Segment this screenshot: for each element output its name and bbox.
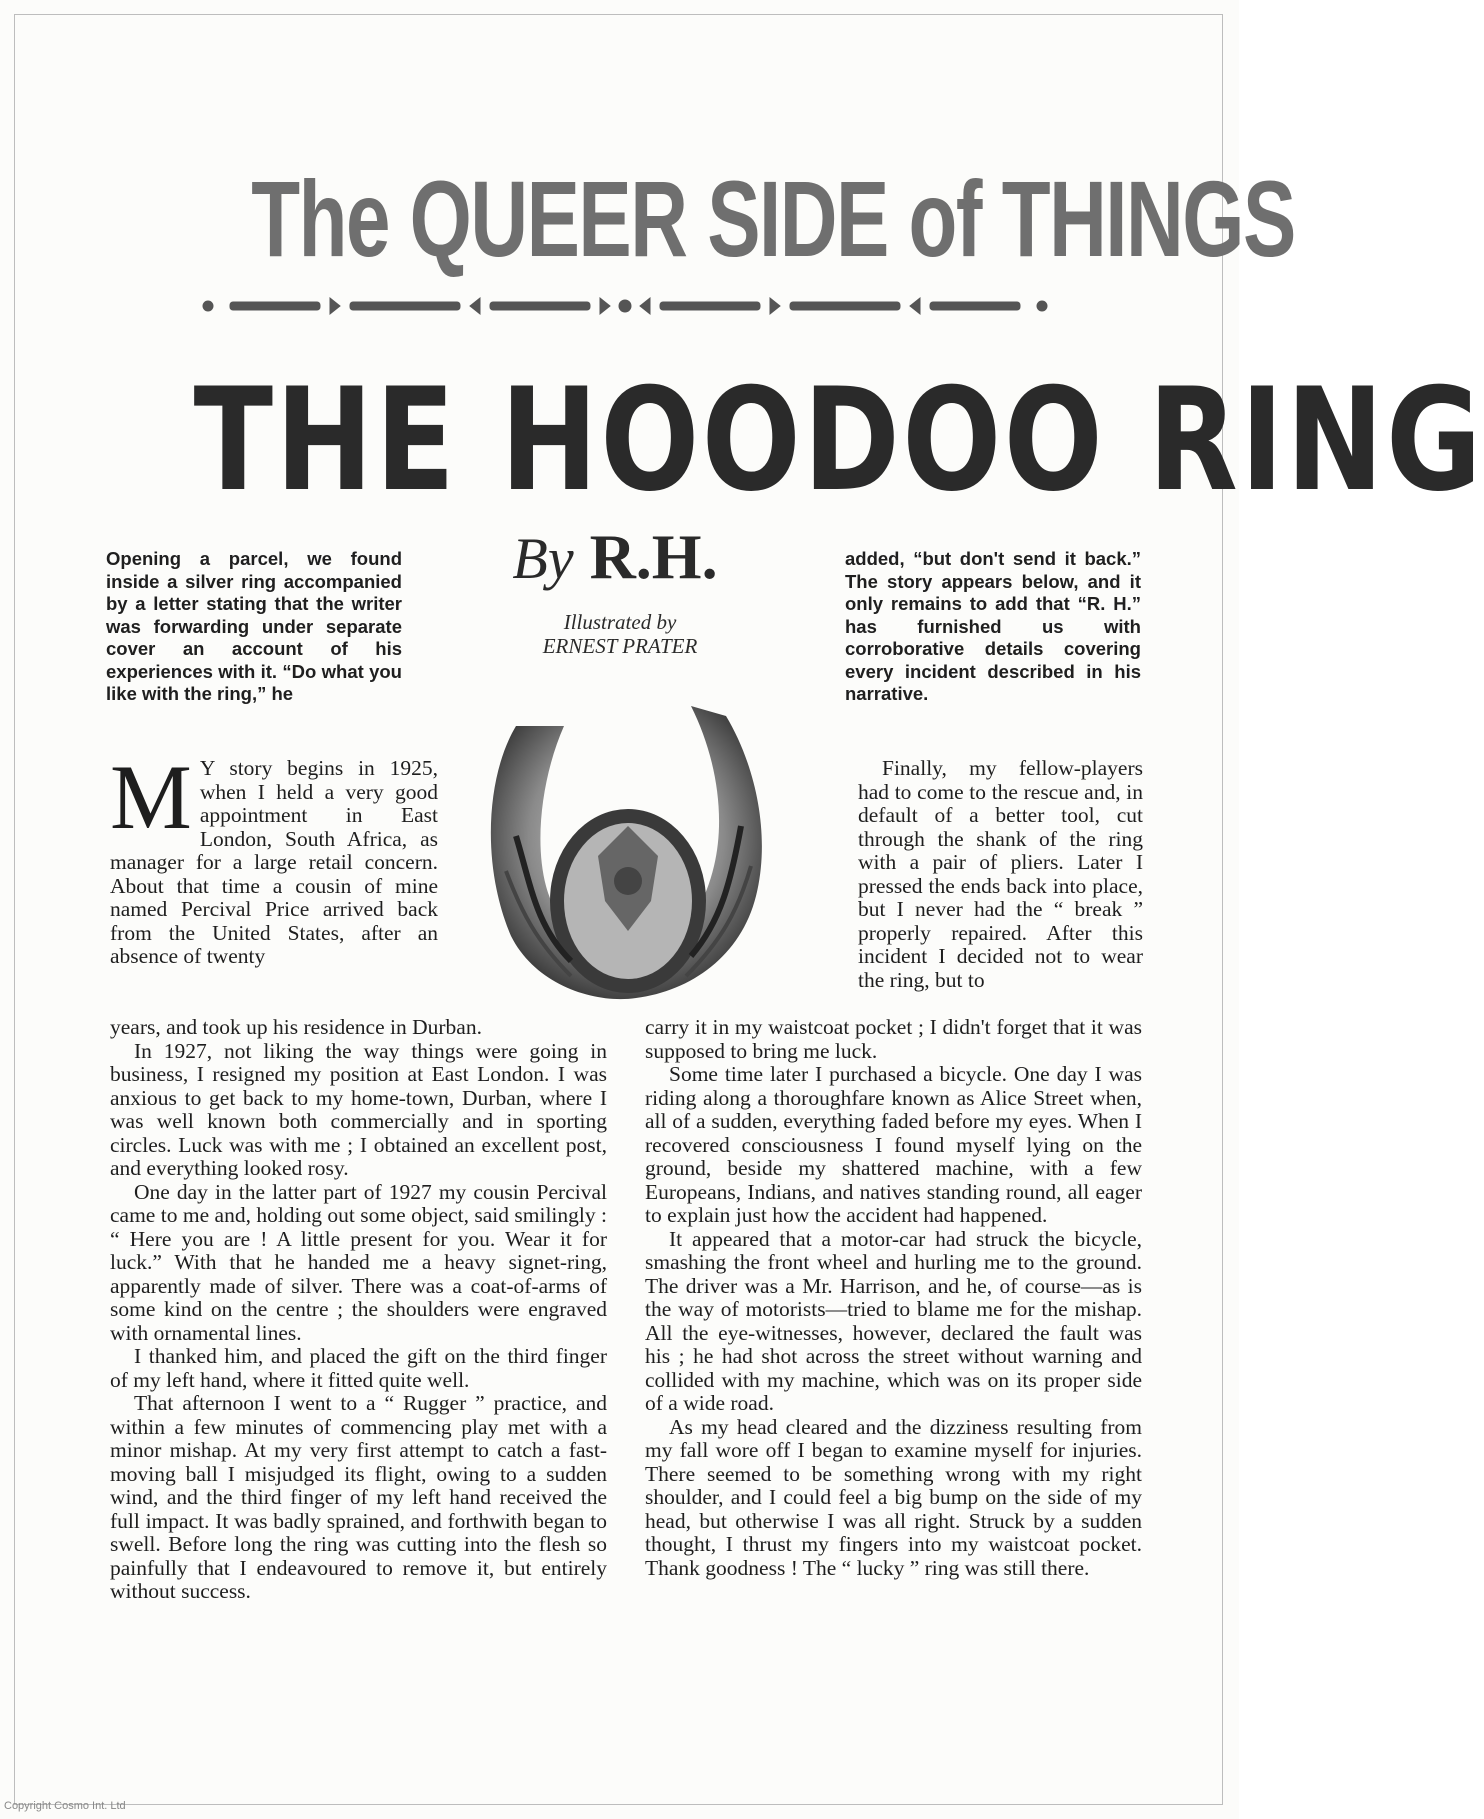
series-title: The QUEER SIDE of THINGS bbox=[251, 158, 1295, 279]
paragraph: It appeared that a motor-car had struck the bicycle, smashing the front wheel and hurling me to the ground. The driver was a Mr. Harrison, and he, of course—as is the way of motorists—tried to blame me for the mishap. All the eye-witnesses, however, declared the fault was his ; he had shot across the street without warning and collided with my machine, which was on its proper side of a wide road. bbox=[645, 1226, 1142, 1415]
illustrator-name: ERNEST PRATER bbox=[542, 634, 698, 658]
column-left-top bbox=[110, 746, 438, 969]
column-right-bottom bbox=[645, 1016, 1142, 1580]
paragraph: That afternoon I went to a “ Rugger ” practice, and within a few minutes of commencing play met with a minor mishap. At my very first attempt to catch a fast-moving ball I misjudged its flight, owing to a sudden wind, and the third finger of my left hand received the full impact. It was badly sprained, and forthwith began to swell. Before long the ring was cutting into the flesh so painfully that I endeavoured to remove it, but entirely without success. bbox=[110, 1391, 607, 1603]
copyright-notice: Copyright Cosmo Int. Ltd bbox=[4, 1800, 126, 1812]
author-name: R.H. bbox=[589, 521, 718, 592]
paragraph: I thanked him, and placed the gift on the third finger of my left hand, where it fitted quite well. bbox=[110, 1344, 607, 1392]
ring-illustration bbox=[476, 686, 776, 1004]
paragraph: Some time later I purchased a bicycle. One day I was riding along a thoroughfare known as Alice Street when, all of a sudden, everything faded before my eyes. When I recovered consciousness I found myself lying on the ground, beside my shattered machine, with a few Europeans, Indians, and natives standing round, all eager to explain just how the accident had happened. bbox=[645, 1062, 1142, 1227]
by-word: By bbox=[512, 526, 574, 591]
paragraph: As my head cleared and the dizziness resulting from my fall wore off I began to examine myself for injuries. There seemed to be something wrong with my right shoulder, and I could feel a big bump on the side of my head, but otherwise I was all right. Struck by a sudden thought, I thrust my fingers into my waistcoat pocket. Thank goodness ! The “ lucky ” ring was still there. bbox=[645, 1414, 1142, 1580]
intro-left: Opening a parcel, we found inside a silver ring accompanied by a letter stating that the writer was forwarding under separate cover an account of his experiences with it. “Do what you like with the ring,” he bbox=[106, 548, 402, 704]
column-right-top bbox=[858, 757, 1143, 992]
story-title: THE HOODOO RING bbox=[193, 358, 1484, 523]
intro-right: added, “but don't send it back.” The story appears below, and it only remains to add that “R. H.” has furnished us with corroborative details covering every incident described in his narrative. bbox=[845, 548, 1141, 704]
column-left-bottom bbox=[110, 1016, 607, 1604]
illustrator-credit bbox=[480, 610, 760, 658]
paragraph: M Y story begins in 1925, when I held a very good appointment in East London, South Africa, as manager for a large retail concern. About that time a cousin of mine named Percival Price arrived back from the United States, after an absence of twenty bbox=[110, 746, 438, 968]
byline bbox=[445, 520, 785, 590]
paragraph: Finally, my fellow-players had to come to the rescue and, in default of a better tool, cut through the shank of the ring with a pair of pliers. Later I pressed the ends back into place, but I never had the “ break ” properly repaired. After this incident I decided not to wear the ring, but to bbox=[858, 756, 1143, 992]
paragraph: carry it in my waistcoat pocket ; I didn't forget that it was supposed to bring me luck. bbox=[645, 1015, 1142, 1063]
illustrated-by-label: Illustrated by bbox=[563, 610, 677, 634]
ornament-divider bbox=[200, 295, 1050, 317]
paragraph: years, and took up his residence in Durban. bbox=[110, 1015, 482, 1039]
drop-cap: M bbox=[110, 746, 192, 848]
paragraph: In 1927, not liking the way things were going in business, I resigned my position at East London. I was anxious to get back to my home-town, Durban, where I was well known both commercially and in sporting circles. Luck was with me ; I obtained an excellent post, and everything looked rosy. bbox=[110, 1038, 607, 1180]
paragraph: One day in the latter part of 1927 my cousin Percival came to me and, holding out some object, said smilingly : “ Here you are ! A little present for you. Wear it for luck.” With that he handed me a heavy signet-ring, apparently made of silver. There was a coat-of-arms of some kind on the centre ; the shoulders were engraved with ornamental lines. bbox=[110, 1179, 607, 1345]
